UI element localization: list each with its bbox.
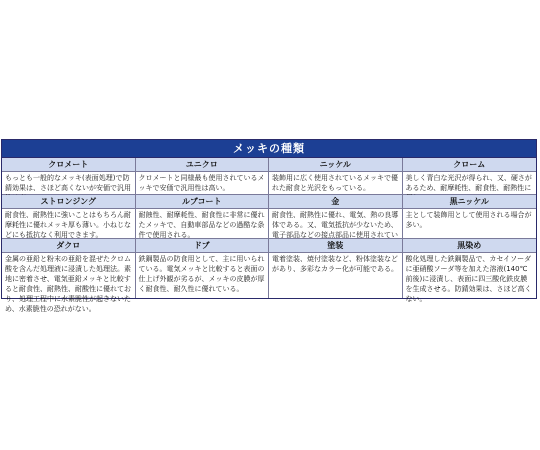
plating-type-description: 鉄鋼製品の防食用として、主に用いられている。電気メッキと比較すると表面の仕上げ外観が劣るが、メッキの皮膜が厚く耐食性、耐久性に優れている。 — [136, 253, 269, 298]
plating-type-cell — [136, 209, 270, 239]
plating-type-description: 耐蝕性、耐摩耗性、耐食性に非常に優れたメッキで、自動車部品などの過酷な条件で使用される。 — [136, 209, 269, 238]
plating-type-header: 塗装 — [269, 239, 403, 253]
plating-type-header: ダクロ — [2, 239, 136, 253]
plating-type-header: 金 — [269, 195, 403, 209]
plating-type-header: ユニクロ — [136, 158, 270, 172]
plating-type-header: 黒ニッケル — [403, 195, 537, 209]
plating-type-cell — [269, 253, 403, 298]
plating-type-cell — [403, 253, 537, 303]
plating-type-cell — [403, 172, 537, 195]
plating-type-cell — [269, 172, 403, 195]
plating-type-header: ニッケル — [269, 158, 403, 172]
plating-type-description: 装飾用に広く使用されているメッキで優れた耐食と光沢をもっている。 — [269, 172, 402, 194]
plating-type-description: もっとも一般的なメッキ(表面処理)で防錆効果は、さほど高くないが安価で汎用 — [2, 172, 135, 194]
plating-grid — [2, 158, 536, 313]
plating-type-description: クロメートと同様最も使用されているメッキで安価で汎用性は高い。 — [136, 172, 269, 194]
plating-type-cell — [2, 209, 136, 239]
plating-type-cell — [2, 253, 136, 313]
plating-type-cell — [403, 209, 537, 239]
plating-type-header: ルブコート — [136, 195, 270, 209]
plating-type-header: クローム — [403, 158, 537, 172]
plating-type-description: 耐食性、耐熱性に強いことはもちろん耐摩耗性に優れメッキ厚も薄い。小ねじなどにも抵抗なく利用できます。 — [2, 209, 135, 238]
plating-type-description: 金属の亜鉛と粉末の亜鉛を混ぜたクロム酸を含んだ処理液に浸漬した処理法。素地に密着させ、電気亜鉛メッキと比較すると耐食性、耐熱性、耐酸性に優れており、処理工程中に水素脆性が起きないため、水素脆性の恐れがない。 — [2, 253, 135, 298]
plating-type-header: ストロンジング — [2, 195, 136, 209]
plating-type-description: 酸化処理した鉄鋼製品で、カセイソーダに亜硝酸ソーダ等を加えた溶液(140℃前後)に浸漬し、表面に四三酸化鉄皮膜を生成させる。防錆効果は、さほど高くない。 — [403, 253, 537, 298]
plating-type-cell — [136, 172, 270, 195]
plating-types-table — [1, 139, 537, 313]
plating-type-description: 電着塗装、焼付塗装など、粉体塗装などがあり、多彩なカラー化が可能である。 — [269, 253, 402, 298]
plating-type-header: クロメート — [2, 158, 136, 172]
plating-type-description: 耐食性、耐熱性に優れ、電気、熱の良導体である。又、電気抵抗が少ないため、電子部品などの接点部品に使用されてい — [269, 209, 402, 238]
plating-type-description: 美しく青白な光沢が得られ、又、硬さがあるため、耐摩耗性、耐食性、耐熱性に — [403, 172, 537, 194]
plating-type-header: ドブ — [136, 239, 270, 253]
plating-type-cell — [2, 172, 136, 195]
plating-type-cell — [136, 253, 270, 298]
table-title: メッキの種類 — [2, 140, 536, 158]
plating-type-cell — [269, 209, 403, 239]
plating-type-header: 黒染め — [403, 239, 537, 253]
plating-type-description: 主として装飾用として使用される場合が多い。 — [403, 209, 537, 238]
